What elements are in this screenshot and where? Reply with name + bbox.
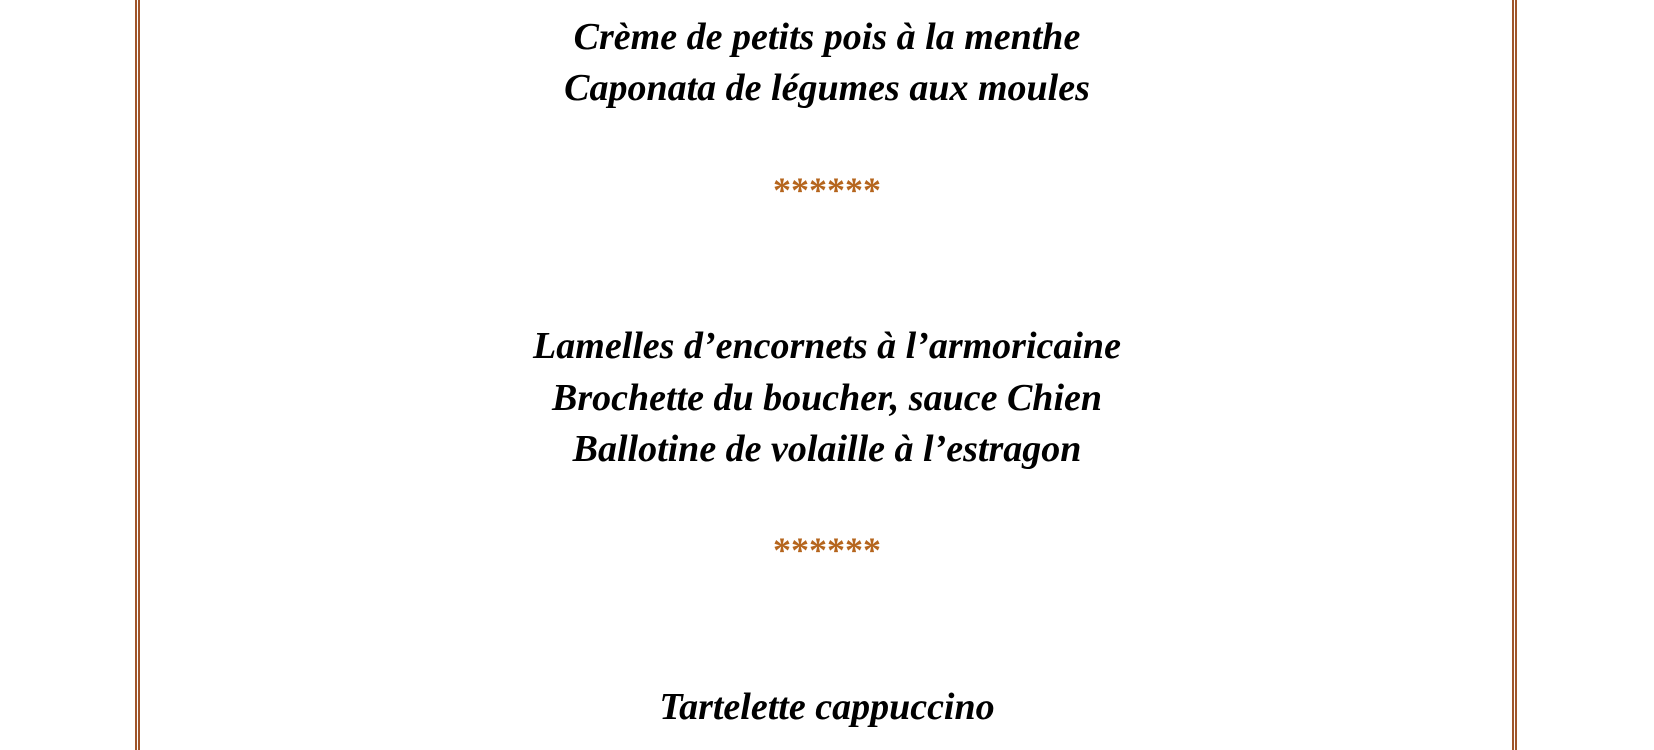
starter-item: Caponata de légumes aux moules xyxy=(564,67,1090,109)
separator-stars: ****** xyxy=(773,170,881,210)
page-border-frame xyxy=(135,0,1517,750)
starter-item: Crème de petits pois à la menthe xyxy=(573,16,1081,58)
main-course-item: Lamelles d’encornets à l’armoricaine xyxy=(533,325,1121,367)
separator-stars: ****** xyxy=(773,530,881,570)
dessert-item: Tartelette cappuccino xyxy=(659,686,995,728)
main-course-item: Ballotine de volaille à l’estragon xyxy=(572,428,1082,470)
main-course-item: Brochette du boucher, sauce Chien xyxy=(552,377,1102,419)
